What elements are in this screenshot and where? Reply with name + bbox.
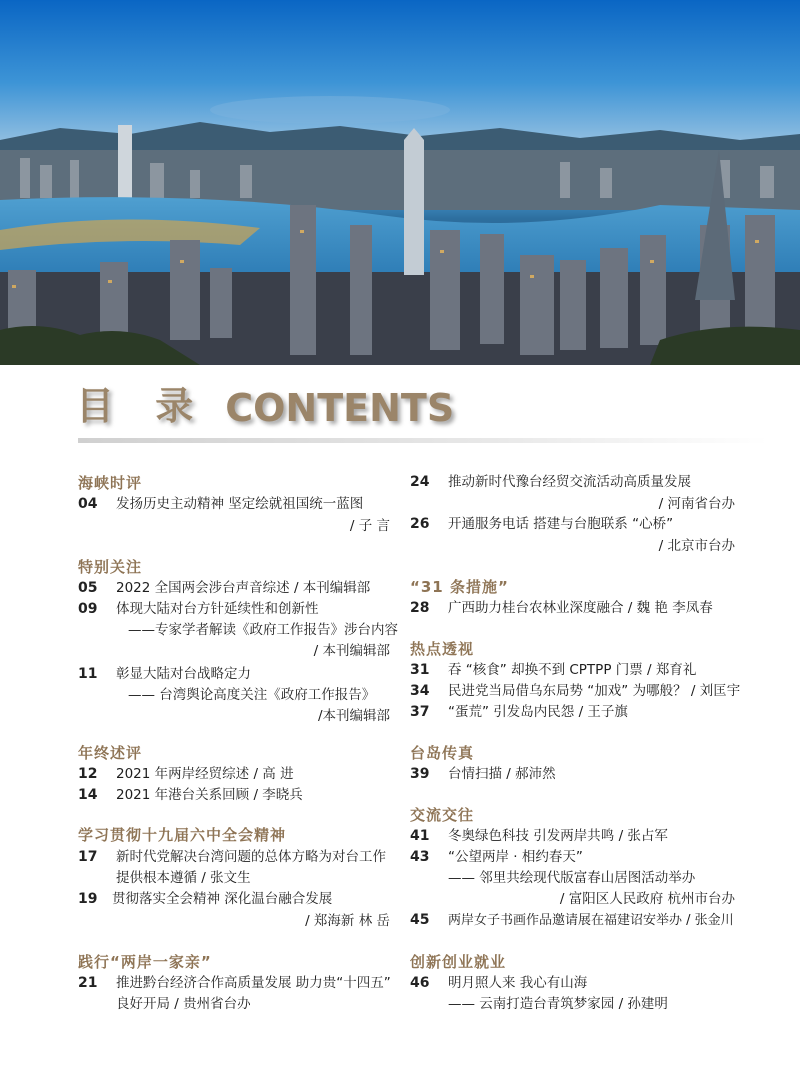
contents-title <box>76 378 454 430</box>
section-heading: 特别关注 <box>78 558 143 576</box>
entry-title: 彰显大陆对台战略定力 <box>116 666 251 682</box>
entry-title: 2021 年港台关系回顾 / 李晓兵 <box>116 787 303 803</box>
section-heading: 交流交往 <box>410 806 475 824</box>
entry-title-continued: 提供根本遵循 / 张文生 <box>116 870 251 886</box>
page-number: 09 <box>78 601 98 617</box>
entry-title: 民进党当局借乌东局势 “加戏” 为哪般？ / 刘匡宇 <box>448 683 741 699</box>
page-number: 46 <box>410 975 430 991</box>
page-number: 31 <box>410 662 430 678</box>
entry-subtitle: ——专家学者解读《政府工作报告》涉台内容 <box>128 622 398 638</box>
page-number: 17 <box>78 849 98 865</box>
page-number: 11 <box>78 666 98 682</box>
title-english: CONTENTS <box>225 386 455 430</box>
section-heading: 践行“两岸一家亲” <box>78 953 212 971</box>
page-number: 26 <box>410 516 430 532</box>
page-number: 41 <box>410 828 430 844</box>
page-number: 37 <box>410 704 430 720</box>
entry-title: 开通服务电话 搭建与台胞联系 “心桥” <box>448 516 674 532</box>
entry-title: 推进黔台经济合作高质量发展 助力贵“十四五” <box>116 975 391 991</box>
page-number: 45 <box>410 912 430 928</box>
page-number: 05 <box>78 580 98 596</box>
page-number: 28 <box>410 600 430 616</box>
page-number: 39 <box>410 766 430 782</box>
page-number: 04 <box>78 496 98 512</box>
page-number: 34 <box>410 683 430 699</box>
entry-author: / 富阳区人民政府 杭州市台办 <box>559 891 735 907</box>
entry-author: / 本刊编辑部 <box>313 643 390 659</box>
section-heading: 台岛传真 <box>410 744 475 762</box>
section-heading: 学习贯彻十九届六中全会精神 <box>78 826 287 844</box>
entry-title: 明月照人来 我心有山海 <box>448 975 588 991</box>
entry-author: / 北京市台办 <box>658 538 735 554</box>
entry-title: 台情扫描 / 郝沛然 <box>448 766 556 782</box>
entry-title: 推动新时代豫台经贸交流活动高质量发展 <box>448 474 691 490</box>
entry-title: 2022 全国两会涉台声音综述 / 本刊编辑部 <box>116 580 371 596</box>
entry-title: 2021 年两岸经贸综述 / 高 进 <box>116 766 294 782</box>
entry-title-continued: 良好开局 / 贵州省台办 <box>116 996 251 1012</box>
title-divider <box>78 438 768 443</box>
page-number: 14 <box>78 787 98 803</box>
entry-title: 冬奥绿色科技 引发两岸共鸣 / 张占军 <box>448 828 668 844</box>
section-heading: “31 条措施” <box>410 578 509 596</box>
page-number: 19 <box>78 891 98 907</box>
page-number: 12 <box>78 766 98 782</box>
entry-subtitle: —— 台湾舆论高度关注《政府工作报告》 <box>128 687 376 703</box>
entry-subtitle: —— 云南打造台青筑梦家园 / 孙建明 <box>448 996 668 1012</box>
entry-title: 发扬历史主动精神 坚定绘就祖国统一蓝图 <box>116 496 364 512</box>
entry-title: 广西助力桂台农林业深度融合 / 魏 艳 李凤春 <box>448 600 713 616</box>
entry-title: “蛋荒” 引发岛内民怨 / 王子旗 <box>448 704 628 720</box>
entry-title: 新时代党解决台湾问题的总体方略为对台工作 <box>116 849 386 865</box>
entry-author: / 子 言 <box>349 518 390 534</box>
page-number: 24 <box>410 474 430 490</box>
title-chinese: 目 录 <box>76 384 208 428</box>
entry-title: 体现大陆对台方针延续性和创新性 <box>116 601 319 617</box>
section-heading: 年终述评 <box>78 744 143 762</box>
cover-photo-hong-kong-skyline <box>0 0 800 365</box>
entry-subtitle: —— 邻里共绘现代版富春山居图活动举办 <box>448 870 696 886</box>
entry-author: / 郑海新 林 岳 <box>305 913 390 929</box>
entry-title: 两岸女子书画作品邀请展在福建诏安举办 / 张金川 <box>448 913 734 928</box>
page-number: 43 <box>410 849 430 865</box>
section-heading: 海峡时评 <box>78 474 143 492</box>
entry-title: “公望两岸 · 相约春天” <box>448 849 583 865</box>
entry-author: / 河南省台办 <box>658 496 735 512</box>
entry-title: 贯彻落实全会精神 深化温台融合发展 <box>112 891 333 907</box>
section-heading: 创新创业就业 <box>410 953 507 971</box>
page-number: 21 <box>78 975 98 991</box>
section-heading: 热点透视 <box>410 640 475 658</box>
entry-author: /本刊编辑部 <box>317 708 390 724</box>
entry-title: 吞 “核食” 却换不到 CPTPP 门票 / 郑育礼 <box>448 662 697 678</box>
